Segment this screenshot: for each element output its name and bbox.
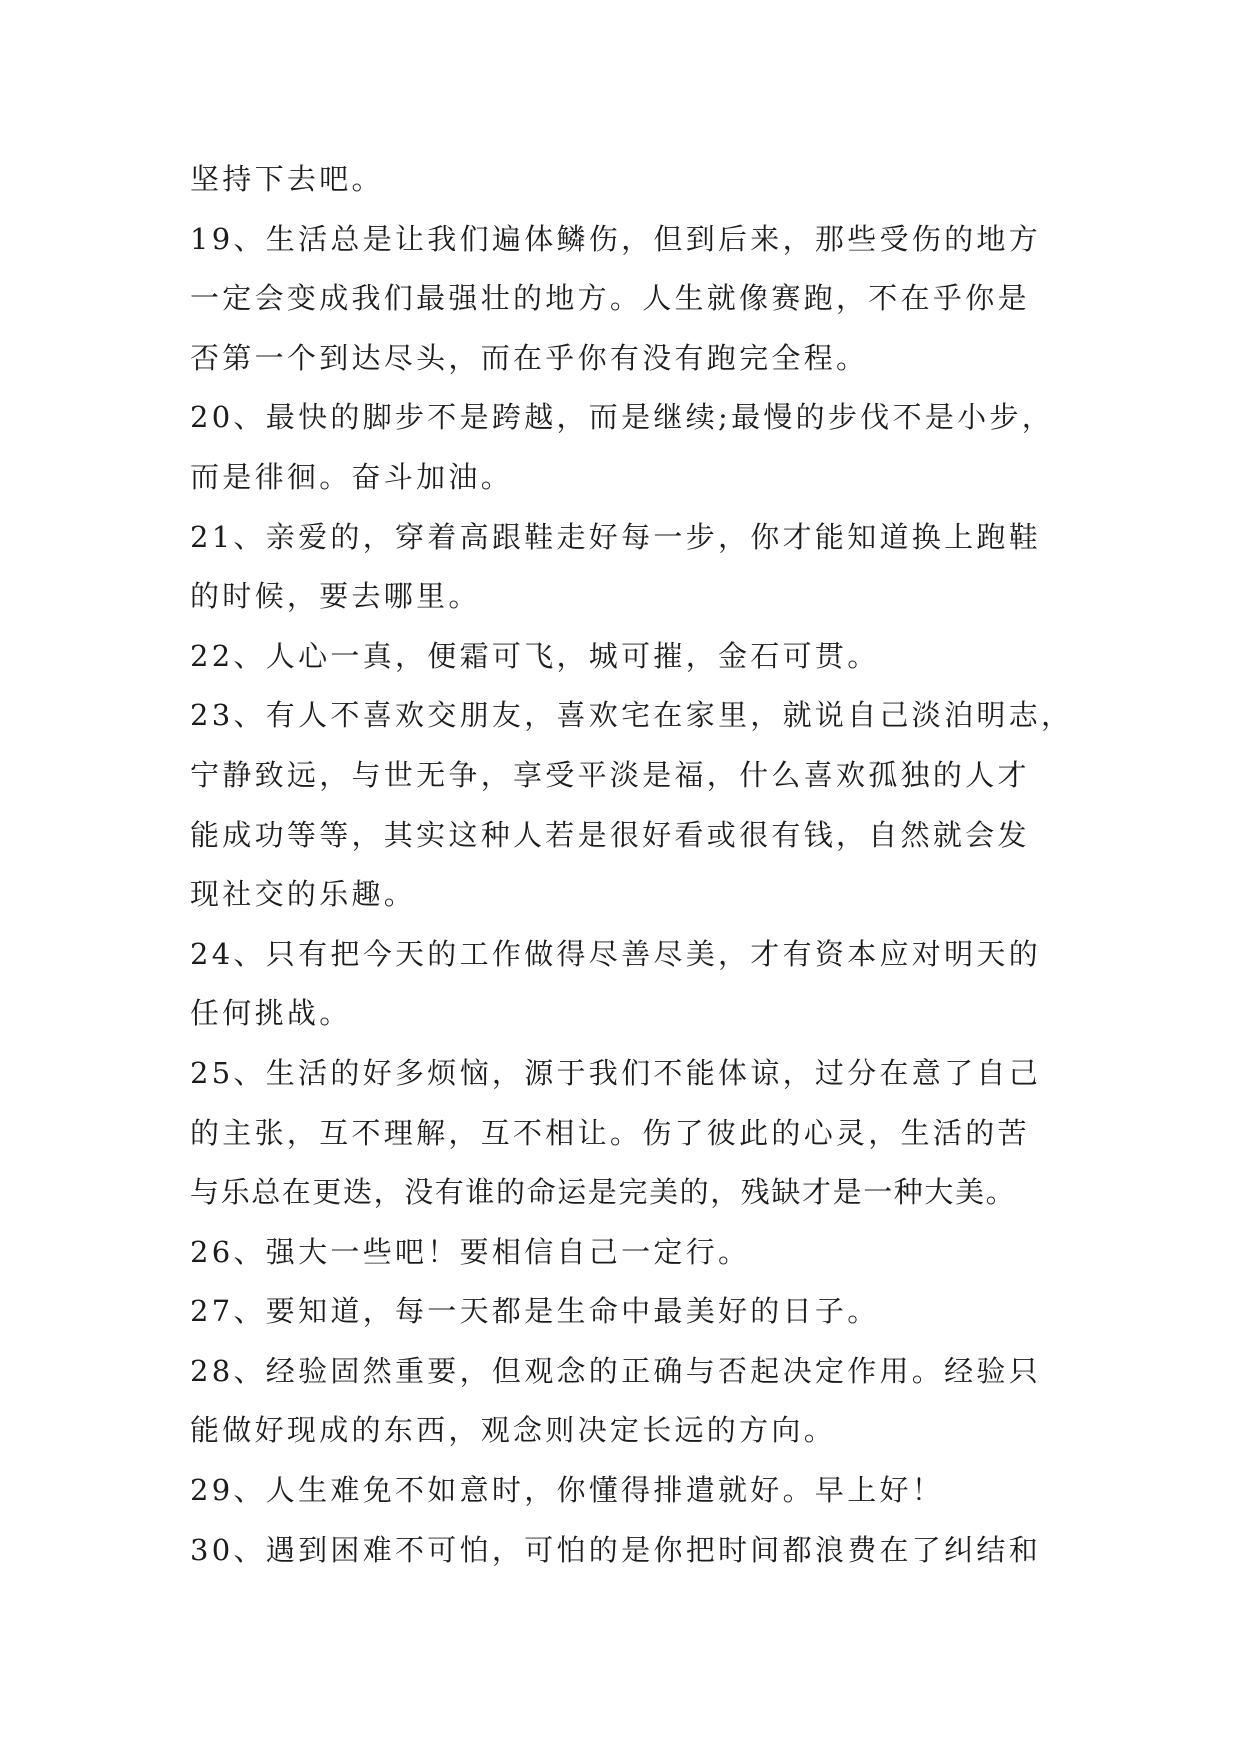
text-line: 的主张，互不理解，互不相让。伤了彼此的心灵，生活的苦 [190, 1115, 1030, 1150]
text-line: 28、经验固然重要，但观念的正确与否起决定作用。经验只 [190, 1353, 1042, 1388]
text-line: 30、遇到困难不可怕，可怕的是你把时间都浪费在了纠结和 [190, 1532, 1042, 1567]
text-line: 29、人生难免不如意时，你懂得排遣就好。早上好！ [190, 1473, 945, 1508]
text-line: 24、只有把今天的工作做得尽善尽美，才有资本应对明天的 [190, 936, 1042, 971]
text-line: 任何挑战。 [190, 996, 352, 1031]
text-line: 一定会变成我们最强壮的地方。人生就像赛跑，不在乎你是 [190, 281, 1030, 316]
text-line: 否第一个到达尽头，而在乎你有没有跑完全程。 [190, 340, 869, 375]
text-line: 20、最快的脚步不是跨越，而是继续;最慢的步伐不是小步， [190, 400, 1055, 435]
text-line: 的时候，要去哪里。 [190, 579, 481, 614]
text-line: 19、生活总是让我们遍体鳞伤，但到后来，那些受伤的地方 [190, 221, 1042, 256]
text-line: 与乐总在更迭，没有谁的命运是完美的，残缺才是一种大美。 [190, 1175, 1017, 1210]
text-line: 现社交的乐趣。 [190, 877, 417, 912]
text-line: 坚持下去吧。 [190, 162, 384, 196]
text-line: 27、要知道，每一天都是生命中最美好的日子。 [190, 1294, 880, 1329]
text-line: 26、强大一些吧！要相信自己一定行。 [190, 1234, 751, 1269]
text-line: 而是徘徊。奋斗加油。 [190, 459, 514, 494]
text-line: 能成功等等，其实这种人若是很好看或很有钱，自然就会发 [190, 817, 1030, 852]
text-line: 21、亲爱的，穿着高跟鞋走好每一步，你才能知道换上跑鞋 [190, 519, 1042, 554]
text-line: 23、有人不喜欢交朋友，喜欢宅在家里，就说自己淡泊明志， [190, 698, 1074, 733]
text-body [190, 150, 1074, 1580]
text-line: 宁静致远，与世无争，享受平淡是福，什么喜欢孤独的人才 [190, 757, 1030, 792]
text-line: 22、人心一真，便霜可飞，城可摧，金石可贯。 [190, 638, 880, 673]
text-line: 25、生活的好多烦恼，源于我们不能体谅，过分在意了自己 [190, 1055, 1042, 1090]
text-line: 能做好现成的东西，观念则决定长远的方向。 [190, 1413, 837, 1448]
